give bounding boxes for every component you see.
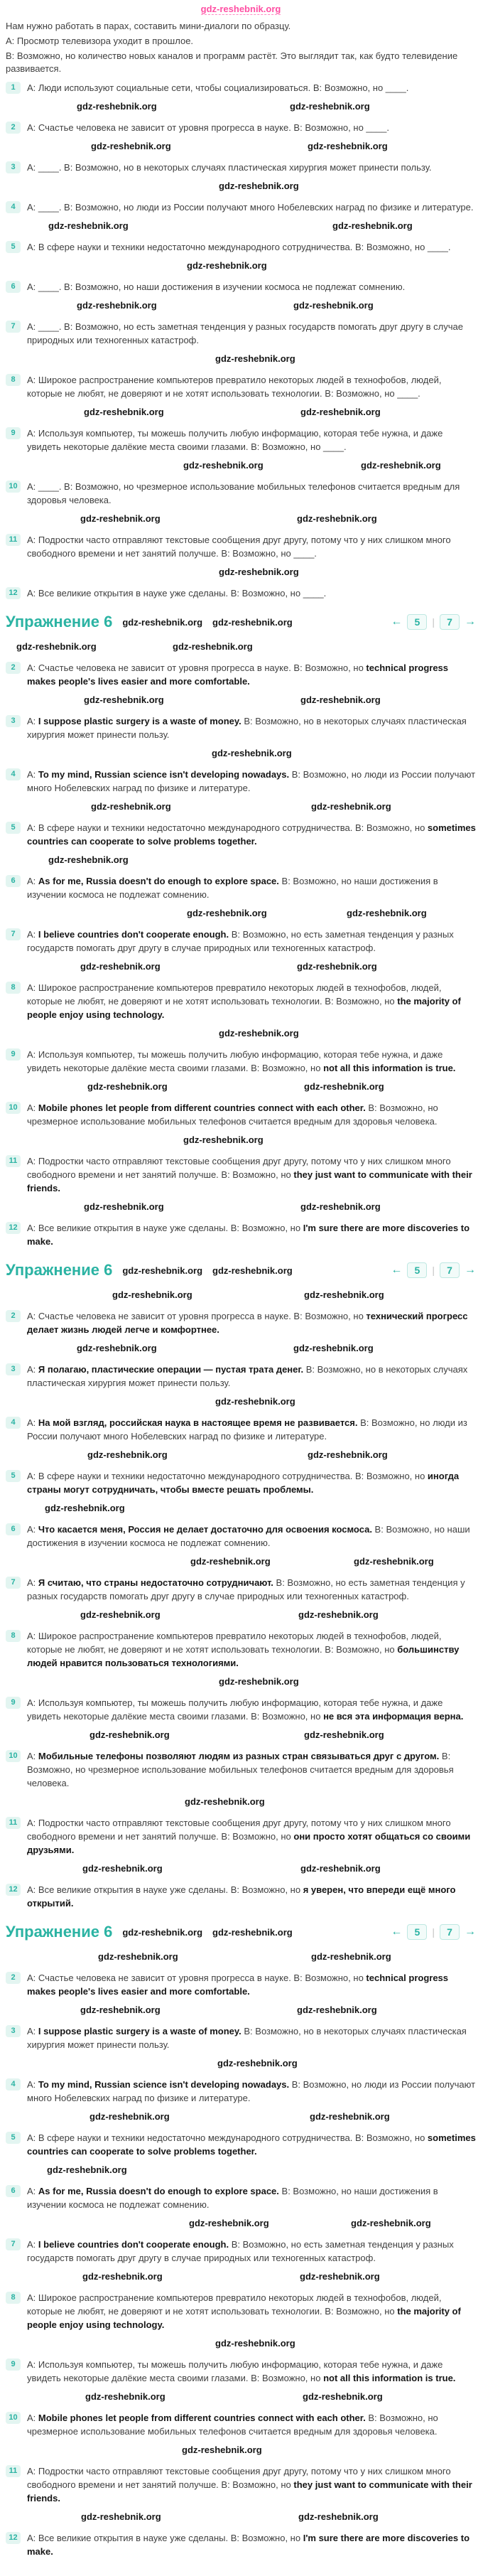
- item-number-badge: 9: [6, 1697, 21, 1709]
- watermark: gdz-reshebnik.org: [300, 694, 381, 705]
- logo-row: [6, 3, 476, 16]
- exercise-item-6: [6, 2184, 476, 2211]
- next-page-arrow-icon[interactable]: →: [465, 616, 476, 628]
- watermark-row: [6, 2338, 476, 2351]
- item-text: А: I believe countries don't cooperate enough. В: Возможно, но есть заметная тенденция у разных государств помогать друг другу в случае природных или техногенных катастроф.: [27, 929, 454, 953]
- item-text: А: I believe countries don't cooperate enough. В: Возможно, но есть заметная тенденция у разных государств помогать друг другу в случае природных или техногенных катастроф.: [27, 2239, 454, 2263]
- exercise-item-10: [6, 1101, 476, 1128]
- pagination-divider: |: [432, 1926, 435, 1938]
- watermark: gdz-reshebnik.org: [332, 220, 413, 231]
- item-text: А: Mobile phones let people from different countries connect with each other. В: Возможно, но чрезмерное использование мобильных телефонов считается вредным для здоровья человека.: [27, 1102, 438, 1127]
- watermark: gdz-reshebnik.org: [85, 2391, 165, 2402]
- item-number-badge: 7: [6, 321, 21, 333]
- item-text: А: Широкое распространение компьютеров превратило некоторых людей в технофобов, людей, которые не любят, не доверяют и не хотят использовать технологии. В: Возможно, но the majority of people enjoy using technology.: [27, 2292, 461, 2330]
- exercise-item-12: [6, 1221, 476, 1248]
- exercise-item-11: [6, 533, 476, 560]
- watermark: gdz-reshebnik.org: [212, 748, 292, 758]
- item-number-badge: 5: [6, 2132, 21, 2144]
- item-text: А: На мой взгляд, российская наука в настоящее время не развивается. В: Возможно, но люди из России получают много Нобелевских наград по физике и литературе.: [27, 1417, 467, 1442]
- next-page-arrow-icon[interactable]: →: [465, 1264, 476, 1276]
- watermark: gdz-reshebnik.org: [300, 2271, 380, 2282]
- watermark: gdz-reshebnik.org: [89, 2111, 170, 2122]
- watermark-row: [6, 1134, 476, 1148]
- item-number-badge: 6: [6, 281, 21, 293]
- exercise-item-4: [6, 2078, 476, 2105]
- watermark: gdz-reshebnik.org: [212, 616, 293, 628]
- item-number-badge: 8: [6, 2292, 21, 2304]
- watermark: gdz-reshebnik.org: [89, 1729, 170, 1740]
- watermark: gdz-reshebnik.org: [303, 2391, 383, 2402]
- watermark: gdz-reshebnik.org: [347, 908, 427, 918]
- answers-english-section: [6, 641, 476, 1248]
- item-number-badge: 9: [6, 2358, 21, 2371]
- item-number-badge: 8: [6, 1630, 21, 1642]
- watermark-row: [6, 220, 476, 234]
- pagination-divider: |: [432, 1265, 435, 1276]
- watermark: gdz-reshebnik.org: [304, 1729, 384, 1740]
- prev-page-link[interactable]: 5: [407, 1924, 427, 1940]
- watermark-row: [6, 1081, 476, 1095]
- item-text: А: I suppose plastic surgery is a waste of money. В: Возможно, но в некоторых случаях пластическая хирургия может принести пользу.: [27, 2026, 467, 2050]
- watermark-row: [6, 460, 476, 473]
- exercise-item-9: [6, 1048, 476, 1075]
- item-number-badge: 7: [6, 2238, 21, 2250]
- exercise-item-11: [6, 1154, 476, 1195]
- watermark: gdz-reshebnik.org: [354, 1556, 434, 1567]
- watermark: gdz-reshebnik.org: [87, 1081, 168, 1092]
- watermark: gdz-reshebnik.org: [297, 513, 377, 524]
- prev-page-arrow-icon[interactable]: ←: [391, 1264, 403, 1276]
- item-number-badge: 7: [6, 928, 21, 940]
- exercise-header-2: [6, 1261, 476, 1279]
- exercise-item-9: [6, 426, 476, 454]
- item-text: А: В сфере науки и техники недостаточно международного сотрудничества. В: Возможно, но sometimes countries can cooperate to solve problems together.: [27, 822, 476, 847]
- item-text: А: Широкое распространение компьютеров превратило некоторых людей в технофобов, людей, которые не любят, не доверяют и не хотят использовать технологии. В: Возможно, но ____.: [27, 375, 442, 399]
- watermark-row: [6, 567, 476, 580]
- watermark-row: [6, 2218, 476, 2231]
- watermark: gdz-reshebnik.org: [310, 2111, 390, 2122]
- watermark: gdz-reshebnik.org: [308, 1449, 388, 1460]
- watermark: gdz-reshebnik.org: [298, 2511, 379, 2522]
- watermark: gdz-reshebnik.org: [84, 407, 164, 417]
- watermark: gdz-reshebnik.org: [311, 1951, 391, 1962]
- watermark-row: [6, 641, 476, 655]
- exercise-item-11: [6, 2464, 476, 2505]
- exercise-item-2: [6, 1971, 476, 1998]
- watermark: gdz-reshebnik.org: [183, 460, 264, 471]
- item-text: А: Все великие открытия в науке уже сделаны. В: Возможно, но I'm sure there are more discoveries to make.: [27, 1223, 470, 1247]
- pagination: [391, 1924, 476, 1940]
- exercise-item-7: [6, 928, 476, 955]
- prev-page-arrow-icon[interactable]: ←: [391, 616, 403, 628]
- watermark-row: [6, 2111, 476, 2125]
- exercise-item-2: [6, 1309, 476, 1336]
- watermark-row: [6, 260, 476, 274]
- watermark-row: [6, 1449, 476, 1463]
- exercise-item-3: [6, 714, 476, 741]
- watermark: gdz-reshebnik.org: [311, 801, 391, 812]
- watermark: gdz-reshebnik.org: [304, 1081, 384, 1092]
- watermark-row: [6, 694, 476, 708]
- answers-russian-section: [6, 1289, 476, 1910]
- exercise-header-3: [6, 1923, 476, 1941]
- task-description: [6, 20, 476, 75]
- watermark: gdz-reshebnik.org: [219, 1028, 299, 1039]
- watermark-row: [6, 1863, 476, 1877]
- item-number-badge: 1: [6, 82, 21, 94]
- item-number-badge: 6: [6, 1523, 21, 1535]
- watermark: gdz-reshebnik.org: [351, 2218, 431, 2228]
- watermark: gdz-reshebnik.org: [297, 2005, 377, 2015]
- watermark-row: [6, 748, 476, 761]
- watermark: gdz-reshebnik.org: [122, 616, 203, 628]
- exercise-item-3: [6, 161, 476, 174]
- item-number-badge: 8: [6, 374, 21, 386]
- watermark-row: [6, 1676, 476, 1690]
- item-text: А: Счастье человека не зависит от уровня прогресса в науке. В: Возможно, но technical progress makes people's lives easier and more comfortable.: [27, 1973, 449, 1997]
- answers-english-repeat-section: [6, 1951, 476, 2558]
- exercise-item-7: [6, 2238, 476, 2265]
- item-text: А: ____. В: Возможно, но чрезмерное использование мобильных телефонов считается вредным для здоровья человека.: [27, 481, 460, 505]
- exercise-item-4: [6, 1416, 476, 1443]
- item-number-badge: 11: [6, 1817, 21, 1829]
- exercise-item-9: [6, 2358, 476, 2385]
- watermark: gdz-reshebnik.org: [82, 2271, 163, 2282]
- watermark: gdz-reshebnik.org: [47, 2164, 127, 2175]
- watermark-row: [6, 2271, 476, 2285]
- exercise-item-12: [6, 1883, 476, 1910]
- item-text: А: Широкое распространение компьютеров превратило некоторых людей в технофобов, людей, которые не любят, не доверяют и не хотят использовать технологии. В: Возможно, но the majority of people enjoy using technology.: [27, 982, 461, 1020]
- watermark-row: [6, 1289, 476, 1303]
- exercise-item-3: [6, 2024, 476, 2051]
- item-number-badge: 9: [6, 1048, 21, 1061]
- prev-page-link[interactable]: 5: [407, 614, 427, 630]
- item-text: А: Все великие открытия в науке уже сделаны. В: Возможно, но я уверен, что впереди ещё много открытий.: [27, 1884, 456, 1909]
- exercise-item-12: [6, 2531, 476, 2558]
- item-text: А: Что касается меня, Россия не делает достаточно для освоения космоса. В: Возможно, но наши достижения в изучении космоса не подлежат сомнению.: [27, 1524, 470, 1548]
- item-number-badge: 12: [6, 587, 21, 599]
- exercise-item-2: [6, 121, 476, 134]
- watermark-row: [6, 1396, 476, 1410]
- watermark: gdz-reshebnik.org: [308, 141, 388, 151]
- item-number-badge: 7: [6, 1577, 21, 1589]
- item-text: А: As for me, Russia doesn't do enough to explore space. В: Возможно, но наши достижения в изучении космоса не подлежат сомнению.: [27, 2186, 438, 2210]
- item-number-badge: 4: [6, 1417, 21, 1429]
- watermark: gdz-reshebnik.org: [215, 353, 295, 364]
- item-text: А: Все великие открытия в науке уже сделаны. В: Возможно, но I'm sure there are more discoveries to make.: [27, 2533, 470, 2557]
- watermark-row: [6, 101, 476, 114]
- item-number-badge: 10: [6, 1102, 21, 1114]
- item-text: А: Счастье человека не зависит от уровня прогресса в науке. В: Возможно, но technical progress makes people's lives easier and more comfortable.: [27, 662, 449, 687]
- watermark: gdz-reshebnik.org: [300, 407, 381, 417]
- watermark-row: [6, 407, 476, 420]
- watermark: gdz-reshebnik.org: [122, 1926, 203, 1938]
- item-text: А: To my mind, Russian science isn't developing nowadays. В: Возможно, но люди из России получают много Нобелевских наград по физике и литературе.: [27, 2079, 476, 2103]
- item-text: А: ____. В: Возможно, но наши достижения в изучении космоса не подлежат сомнению.: [27, 281, 406, 292]
- item-number-badge: 10: [6, 2412, 21, 2424]
- exercise-header-1: [6, 613, 476, 631]
- watermark-row: [6, 2058, 476, 2071]
- watermark: gdz-reshebnik.org: [48, 220, 129, 231]
- watermark: gdz-reshebnik.org: [212, 1926, 293, 1938]
- exercise-item-10: [6, 1749, 476, 1790]
- item-number-badge: 3: [6, 161, 21, 173]
- item-text: А: Люди используют социальные сети, чтобы социализироваться. В: Возможно, но ____.: [27, 82, 409, 93]
- item-number-badge: 12: [6, 1884, 21, 1896]
- watermark-row: [6, 1201, 476, 1215]
- item-number-badge: 4: [6, 2078, 21, 2091]
- exercise-item-6: [6, 874, 476, 901]
- watermark-row: [6, 1729, 476, 1743]
- watermark: gdz-reshebnik.org: [217, 2058, 298, 2068]
- exercise-item-1: [6, 81, 476, 95]
- watermark: gdz-reshebnik.org: [48, 854, 129, 865]
- item-text: А: Подростки часто отправляют текстовые сообщения друг другу, потому что у них слишком много свободного времени и нет занятий получше. В: Возможно, но они просто хотят общаться со своими друзьями.: [27, 1818, 471, 1855]
- exercise-item-10: [6, 480, 476, 507]
- watermark: gdz-reshebnik.org: [189, 2218, 269, 2228]
- item-number-badge: 11: [6, 2465, 21, 2477]
- dialogue-example-a: А: Просмотр телевизора уходит в прошлое.: [6, 36, 194, 46]
- item-number-badge: 2: [6, 122, 21, 134]
- watermark: gdz-reshebnik.org: [185, 1796, 265, 1807]
- exercise-item-8: [6, 1629, 476, 1670]
- watermark: gdz-reshebnik.org: [290, 101, 370, 112]
- item-number-badge: 6: [6, 875, 21, 887]
- watermark: gdz-reshebnik.org: [77, 101, 157, 112]
- watermark: gdz-reshebnik.org: [187, 260, 267, 271]
- item-number-badge: 2: [6, 662, 21, 674]
- item-number-badge: 2: [6, 1310, 21, 1322]
- item-number-badge: 3: [6, 715, 21, 727]
- next-page-link[interactable]: 7: [440, 614, 460, 630]
- watermark-row: [6, 2511, 476, 2525]
- item-text: А: В сфере науки и техники недостаточно международного сотрудничества. В: Возможно, но иногда страны могут сотрудничать, чтобы вместе решать проблемы.: [27, 1471, 460, 1495]
- exercise-item-7: [6, 320, 476, 347]
- watermark: gdz-reshebnik.org: [304, 1289, 384, 1300]
- item-text: А: To my mind, Russian science isn't developing nowadays. В: Возможно, но люди из России получают много Нобелевских наград по физике и литературе.: [27, 769, 476, 793]
- item-text: А: В сфере науки и техники недостаточно международного сотрудничества. В: Возможно, но ____.: [27, 242, 451, 252]
- item-text: А: ____. В: Возможно, но люди из России получают много Нобелевских наград по физике и литературе.: [27, 202, 474, 213]
- watermark: gdz-reshebnik.org: [219, 181, 299, 191]
- watermark-row: [6, 181, 476, 194]
- watermark: gdz-reshebnik.org: [80, 1609, 161, 1620]
- item-text: А: Счастье человека не зависит от уровня прогресса в науке. В: Возможно, но ____.: [27, 122, 389, 133]
- exercise-title: Упражнение 6: [6, 1923, 113, 1941]
- watermark: gdz-reshebnik.org: [91, 801, 171, 812]
- item-number-badge: 12: [6, 2532, 21, 2544]
- item-text: А: Используя компьютер, ты можешь получить любую информацию, которая тебе нужна, и даже увидеть некоторые далёкие места своими глазами. В: Возможно, но ____.: [27, 428, 443, 452]
- item-text: А: Используя компьютер, ты можешь получить любую информацию, которая тебе нужна, и даже увидеть некоторые далёкие места своими глазами. В: Возможно, но не вся эта информация верна.: [27, 1697, 464, 1722]
- watermark-row: [6, 300, 476, 313]
- item-number-badge: 6: [6, 2185, 21, 2197]
- item-text: А: Подростки часто отправляют текстовые сообщения друг другу, потому что у них слишком много свободного времени и нет занятий получше. В: Возможно, но they just want to communicate with their friends.: [27, 2466, 472, 2503]
- item-number-badge: 5: [6, 822, 21, 834]
- watermark-row: [6, 1503, 476, 1516]
- exercise-item-5: [6, 1469, 476, 1496]
- watermark: gdz-reshebnik.org: [77, 1343, 157, 1353]
- item-number-badge: 5: [6, 241, 21, 253]
- watermark-row: [6, 1609, 476, 1623]
- item-text: А: В сфере науки и техники недостаточно международного сотрудничества. В: Возможно, но sometimes countries can cooperate to solve problems together.: [27, 2132, 476, 2157]
- watermark-row: [6, 513, 476, 527]
- watermark: gdz-reshebnik.org: [98, 1951, 178, 1962]
- watermark: gdz-reshebnik.org: [173, 641, 253, 652]
- item-number-badge: 9: [6, 427, 21, 439]
- dialogue-example-b: В: Возможно, но количество новых каналов и программ растёт. Это выглядит так, как будто телевидение развивается.: [6, 50, 458, 74]
- watermark: gdz-reshebnik.org: [297, 961, 377, 972]
- watermark-row: [6, 1028, 476, 1041]
- item-text: А: Используя компьютер, ты можешь получить любую информацию, которая тебе нужна, и даже увидеть некоторые далёкие места своими глазами. В: Возможно, но not all this information is true.: [27, 2359, 456, 2383]
- item-text: А: Счастье человека не зависит от уровня прогресса в науке. В: Возможно, но технический прогресс делает жизнь людей легче и комфортнее.: [27, 1311, 468, 1335]
- watermark-row: [6, 854, 476, 868]
- item-text: А: Все великие открытия в науке уже сделаны. В: Возможно, но ____.: [27, 588, 327, 599]
- exercise-item-6: [6, 280, 476, 294]
- next-page-arrow-icon[interactable]: →: [465, 1926, 476, 1938]
- item-number-badge: 10: [6, 1750, 21, 1762]
- exercise-title: Упражнение 6: [6, 613, 113, 630]
- item-number-badge: 3: [6, 1363, 21, 1375]
- exercise-title: Упражнение 6: [6, 1261, 113, 1279]
- item-text: А: Я полагаю, пластические операции — пустая трата денег. В: Возможно, но в некоторых случаях пластическая хирургия может принести пользу.: [27, 1364, 468, 1388]
- watermark-row: [6, 801, 476, 815]
- exercise-item-10: [6, 2411, 476, 2438]
- watermark: gdz-reshebnik.org: [84, 1201, 164, 1212]
- exercise-item-11: [6, 1816, 476, 1857]
- watermark: gdz-reshebnik.org: [212, 1265, 293, 1276]
- task-instruction: Нам нужно работать в парах, составить мини-диалоги по образцу.: [6, 21, 291, 31]
- watermark-row: [6, 1556, 476, 1569]
- watermark-row: [6, 2391, 476, 2405]
- watermark: gdz-reshebnik.org: [16, 641, 97, 652]
- item-number-badge: 12: [6, 1222, 21, 1234]
- exercise-item-5: [6, 240, 476, 254]
- watermark: gdz-reshebnik.org: [361, 460, 441, 471]
- item-text: А: Я считаю, что страны недостаточно сотрудничают. В: Возможно, но есть заметная тенденция у разных государств помогать друг другу в случае природных или техногенных катастроф.: [27, 1577, 465, 1601]
- exercise-item-5: [6, 821, 476, 848]
- watermark-row: [6, 961, 476, 975]
- watermark: gdz-reshebnik.org: [87, 1449, 168, 1460]
- exercise-item-4: [6, 200, 476, 214]
- item-number-badge: 11: [6, 534, 21, 546]
- watermark: gdz-reshebnik.org: [300, 1201, 381, 1212]
- watermark: gdz-reshebnik.org: [190, 1556, 271, 1567]
- item-number-badge: 11: [6, 1155, 21, 1167]
- item-number-badge: 10: [6, 481, 21, 493]
- item-text: А: Mobile phones let people from different countries connect with each other. В: Возможно, но чрезмерное использование мобильных телефонов считается вредным для здоровья человека.: [27, 2413, 438, 2437]
- item-text: А: Мобильные телефоны позволяют людям из разных стран связываться друг с другом. В: Возможно, но чрезмерное использование мобильных телефонов считается вредным для здоровья человека.: [27, 1751, 454, 1788]
- watermark: gdz-reshebnik.org: [215, 2338, 295, 2349]
- next-page-link[interactable]: 7: [440, 1262, 460, 1278]
- exercise-item-7: [6, 1576, 476, 1603]
- watermark: gdz-reshebnik.org: [45, 1503, 125, 1513]
- site-logo-link[interactable]: gdz-reshebnik.org: [200, 4, 281, 14]
- watermark: gdz-reshebnik.org: [80, 513, 161, 524]
- item-text: А: Широкое распространение компьютеров превратило некоторых людей в технофобов, людей, которые не любят, не доверяют и не хотят использовать технологии. В: Возможно, но большинству людей нравится пользоваться технологиями.: [27, 1631, 460, 1668]
- watermark: gdz-reshebnik.org: [215, 1396, 295, 1407]
- watermark: gdz-reshebnik.org: [82, 1863, 163, 1874]
- watermark: gdz-reshebnik.org: [183, 1134, 264, 1145]
- item-number-badge: 4: [6, 201, 21, 213]
- item-text: А: Подростки часто отправляют текстовые сообщения друг другу, потому что у них слишком много свободного времени и нет занятий получше. В: Возможно, но they just want to communicate with their friends.: [27, 1156, 472, 1193]
- exercise-item-8: [6, 373, 476, 400]
- watermark: gdz-reshebnik.org: [80, 961, 161, 972]
- exercise-item-3: [6, 1363, 476, 1390]
- watermark: gdz-reshebnik.org: [81, 2511, 161, 2522]
- pagination: [391, 614, 476, 630]
- watermark: gdz-reshebnik.org: [293, 1343, 374, 1353]
- item-text: А: Подростки часто отправляют текстовые сообщения друг другу, потому что у них слишком много свободного времени и нет занятий получше. В: Возможно, но ____.: [27, 535, 451, 559]
- watermark: gdz-reshebnik.org: [293, 300, 374, 311]
- watermark-row: [6, 908, 476, 921]
- watermark: gdz-reshebnik.org: [300, 1863, 381, 1874]
- watermark-row: [6, 2005, 476, 2018]
- watermark: gdz-reshebnik.org: [122, 1265, 203, 1276]
- exercise-item-5: [6, 2131, 476, 2158]
- item-number-badge: 4: [6, 768, 21, 780]
- watermark: gdz-reshebnik.org: [112, 1289, 192, 1300]
- watermark: gdz-reshebnik.org: [80, 2005, 161, 2015]
- pagination-divider: |: [432, 616, 435, 628]
- watermark-row: [6, 141, 476, 154]
- watermark: gdz-reshebnik.org: [91, 141, 171, 151]
- task-items-section: [6, 81, 476, 600]
- watermark: gdz-reshebnik.org: [84, 694, 164, 705]
- exercise-item-6: [6, 1523, 476, 1550]
- watermark-row: [6, 1343, 476, 1356]
- pagination: [391, 1262, 476, 1278]
- watermark: gdz-reshebnik.org: [219, 567, 299, 577]
- watermark-row: [6, 2164, 476, 2178]
- watermark-row: [6, 1951, 476, 1965]
- watermark-row: [6, 2444, 476, 2458]
- watermark: gdz-reshebnik.org: [77, 300, 157, 311]
- next-page-link[interactable]: 7: [440, 1924, 460, 1940]
- item-text: А: I suppose plastic surgery is a waste of money. В: Возможно, но в некоторых случаях пластическая хирургия может принести пользу.: [27, 716, 467, 740]
- exercise-item-8: [6, 981, 476, 1021]
- watermark: gdz-reshebnik.org: [298, 1609, 379, 1620]
- watermark: gdz-reshebnik.org: [219, 1676, 299, 1687]
- watermark: gdz-reshebnik.org: [187, 908, 267, 918]
- watermark-row: [6, 353, 476, 367]
- prev-page-link[interactable]: 5: [407, 1262, 427, 1278]
- item-number-badge: 8: [6, 982, 21, 994]
- exercise-item-2: [6, 661, 476, 688]
- exercise-item-9: [6, 1696, 476, 1723]
- exercise-item-12: [6, 586, 476, 600]
- item-number-badge: 3: [6, 2025, 21, 2037]
- item-number-badge: 5: [6, 1470, 21, 1482]
- exercise-item-4: [6, 768, 476, 795]
- watermark: gdz-reshebnik.org: [182, 2444, 262, 2455]
- item-text: А: ____. В: Возможно, но есть заметная тенденция у разных государств помогать друг другу в случае природных или техногенных катастроф.: [27, 321, 463, 345]
- item-text: А: Используя компьютер, ты можешь получить любую информацию, которая тебе нужна, и даже увидеть некоторые далёкие места своими глазами. В: Возможно, но not all this information is true.: [27, 1049, 456, 1073]
- item-number-badge: 2: [6, 1972, 21, 1984]
- item-text: А: ____. В: Возможно, но в некоторых случаях пластическая хирургия может принести пользу.: [27, 162, 432, 173]
- exercise-item-8: [6, 2291, 476, 2331]
- prev-page-arrow-icon[interactable]: ←: [391, 1926, 403, 1938]
- item-text: А: As for me, Russia doesn't do enough to explore space. В: Возможно, но наши достижения в изучении космоса не подлежат сомнению.: [27, 876, 438, 900]
- watermark-row: [6, 1796, 476, 1810]
